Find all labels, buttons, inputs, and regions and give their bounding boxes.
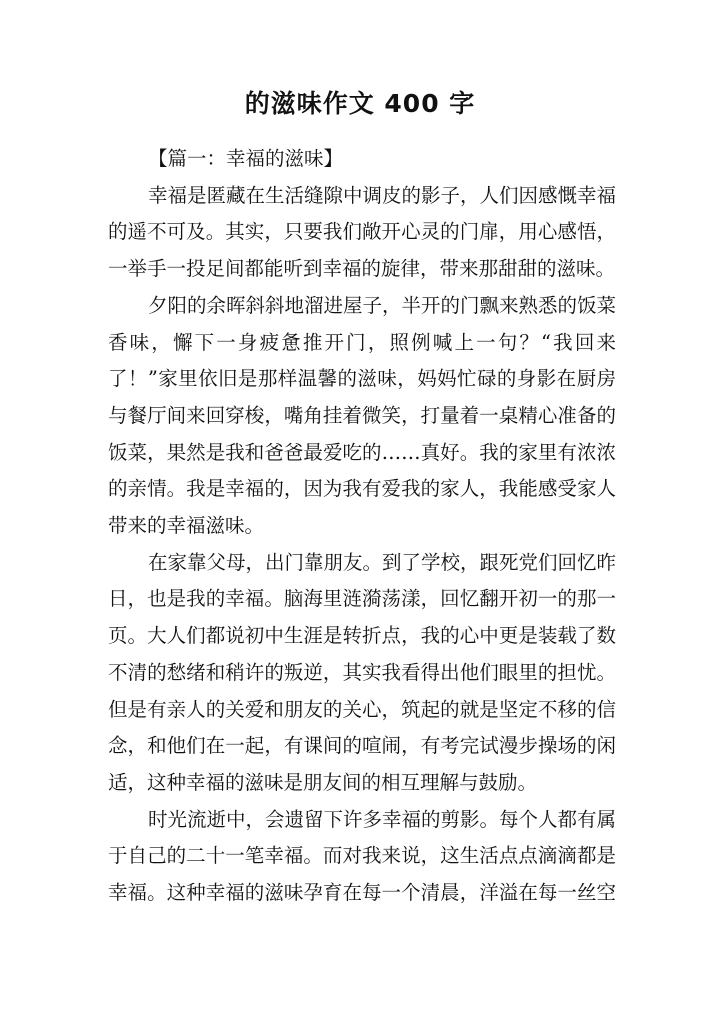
paragraph-line: 与餐厅间来回穿梭，嘴角挂着微笑，打量着一桌精心准备的 [108, 403, 616, 427]
paragraph-line: 于自己的二十一笔幸福。而对我来说，这生活点点滴滴都是 [108, 844, 616, 868]
paragraph-line: 适，这种幸福的滋味是朋友间的相互理解与鼓励。 [108, 770, 538, 794]
paragraph-line: 不清的愁绪和稍许的叛逆，其实我看得出他们眼里的担忧。 [108, 660, 616, 684]
paragraph-line: 带来的幸福滋味。 [108, 514, 265, 538]
paragraph-line: 幸福是匿藏在生活缝隙中调皮的影子，人们因感慨幸福 [148, 183, 617, 207]
paragraph-line: 香味，懈下一身疲惫推开门，照例喊上一句？“我回来 [108, 330, 616, 354]
paragraph-line: 日，也是我的幸福。脑海里涟漪荡漾，回忆翻开初一的那一 [108, 587, 616, 611]
paragraph-line: 饭菜，果然是我和爸爸最爱吃的……真好。我的家里有浓浓 [108, 440, 616, 464]
section-heading: 【篇一：幸福的滋味】 [148, 147, 344, 170]
paragraph-line: 念，和他们在一起，有课间的喧闹，有考完试漫步操场的闲 [108, 734, 616, 758]
document-body [108, 141, 616, 912]
paragraph-line: 在家靠父母，出门靠朋友。到了学校，跟死党们回忆昨 [148, 550, 617, 574]
paragraph-line: 夕阳的余晖斜斜地溜进屋子，半开的门飘来熟悉的饭菜 [148, 293, 617, 317]
paragraph-3 [108, 545, 616, 802]
paragraph-line: 一举手一投足间都能听到幸福的旋律，带来那甜甜的滋味。 [108, 257, 616, 281]
paragraph-line: 的遥不可及。其实，只要我们敞开心灵的门扉，用心感悟， [108, 220, 616, 244]
paragraph-4 [108, 802, 616, 912]
paragraph-line: 幸福。这种幸福的滋味孕育在每一个清晨，洋溢在每一丝空 [108, 881, 616, 905]
paragraph-1 [108, 178, 616, 288]
paragraph-line: 页。大人们都说初中生涯是转折点，我的心中更是装载了数 [108, 624, 616, 648]
paragraph-line: 但是有亲人的关爱和朋友的关心，筑起的就是坚定不移的信 [108, 697, 616, 721]
paragraph-line: 的亲情。我是幸福的，因为我有爱我的家人，我能感受家人 [108, 477, 616, 501]
paragraph-2 [108, 288, 616, 545]
paragraph-line: 了！”家里依旧是那样温馨的滋味，妈妈忙碌的身影在厨房 [108, 367, 616, 391]
paragraph-line: 时光流逝中，会遗留下许多幸福的剪影。每个人都有属 [148, 807, 617, 831]
document-title: 的滋味作文 400 字 [244, 89, 476, 118]
